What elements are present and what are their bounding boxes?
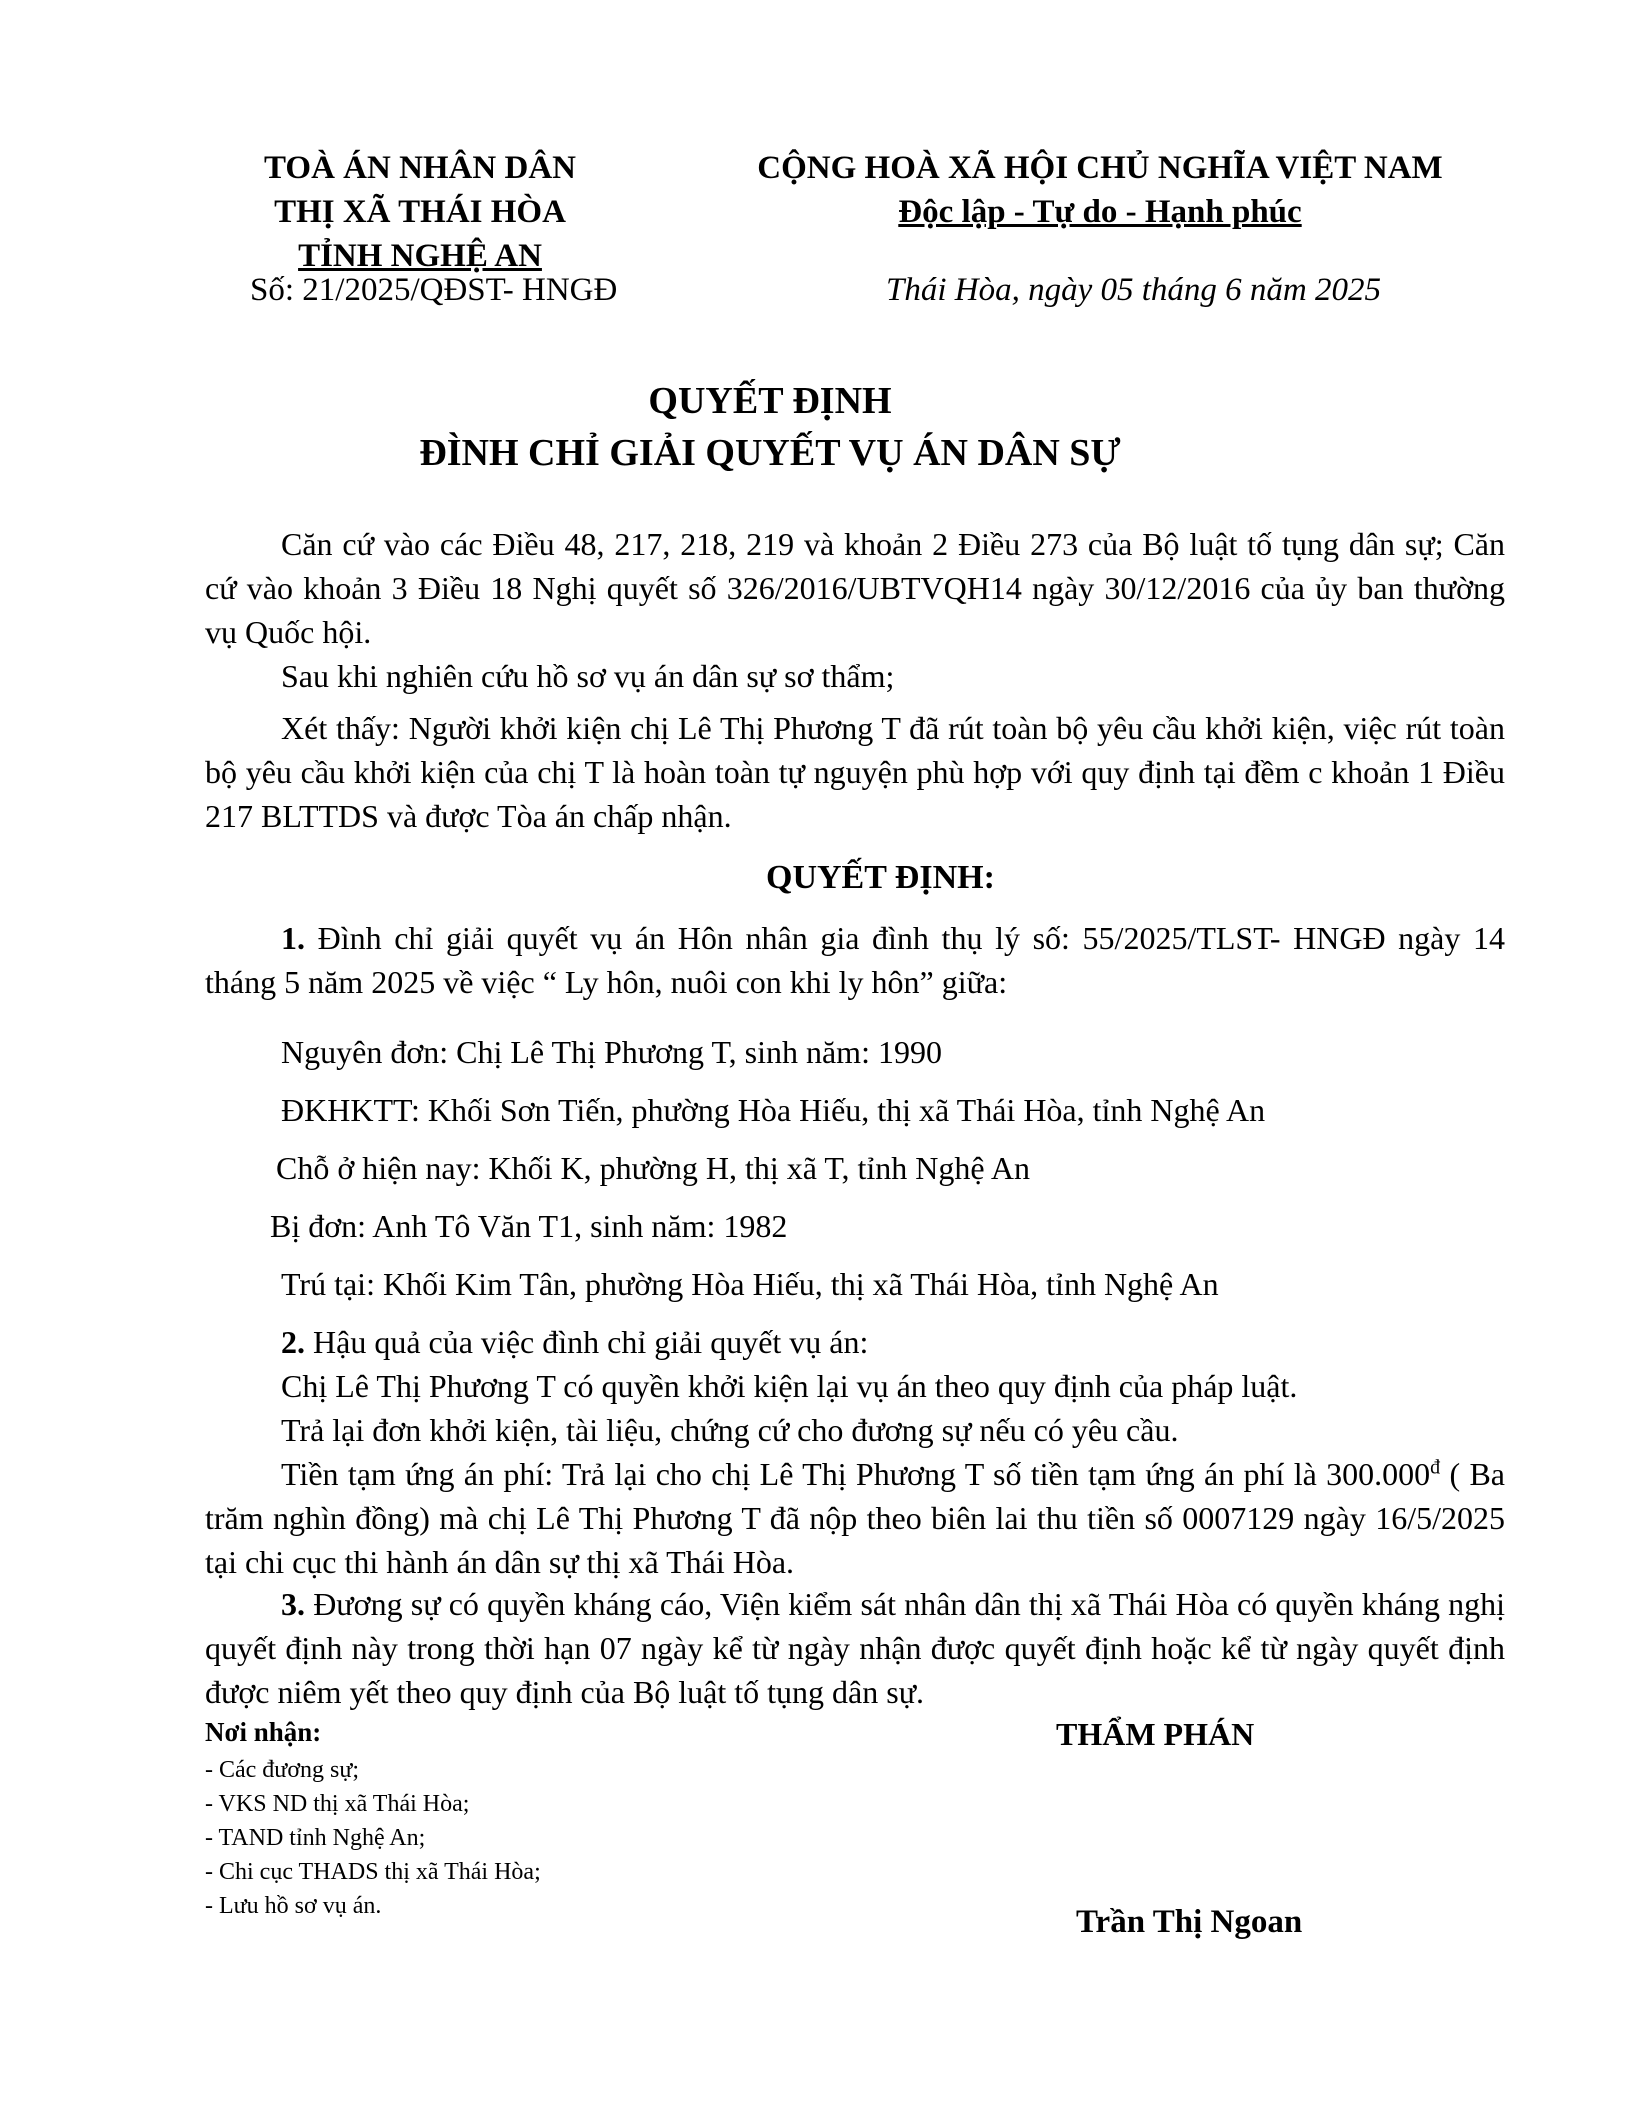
recipient-item: - VKS ND thị xã Thái Hòa; <box>205 1791 470 1817</box>
document-subtitle: ĐÌNH CHỈ GIẢI QUYẾT VỤ ÁN DÂN SỰ <box>419 432 1121 474</box>
country-name: CỘNG HOÀ XÃ HỘI CHỦ NGHĨA VIỆT NAM <box>757 150 1443 186</box>
currency-sup: đ <box>1430 1456 1441 1479</box>
defendant-info: Bị đơn: Anh Tô Văn T1, sinh năm: 1982 <box>270 1208 788 1244</box>
national-header <box>720 146 1480 234</box>
item-2-return-documents: Trả lại đơn khởi kiện, tài liệu, chứng cứ cho đương sự nếu có yêu cầu. <box>281 1412 1179 1448</box>
plaintiff-current-address: Chỗ ở hiện nay: Khối K, phường H, thị xã T, tỉnh Nghệ An <box>276 1150 1030 1186</box>
fee-text-b: ( Ba trăm nghìn đồng) mà chị Lê Thị Phương T đã nộp theo biên lai thu tiền số 0007129 ngày 16/5/2025 tại chi cục thi hành án dân sự thị xã Thái Hòa. <box>205 1456 1506 1580</box>
defendant-address: Trú tại: Khối Kim Tân, phường Hòa Hiếu, thị xã Thái Hòa, tỉnh Nghệ An <box>281 1266 1219 1302</box>
item-2-right-to-resue: Chị Lê Thị Phương T có quyền khởi kiện lại vụ án theo quy định của pháp luật. <box>281 1368 1298 1404</box>
recipient-item: - Lưu hồ sơ vụ án. <box>205 1893 382 1919</box>
document-date: Thái Hòa, ngày 05 tháng 6 năm 2025 <box>886 272 1381 308</box>
court-header <box>180 146 660 278</box>
signer-name: Trần Thị Ngoan <box>1076 1904 1303 1940</box>
recipient-item: - TAND tỉnh Nghệ An; <box>205 1825 426 1851</box>
finding-paragraph: Xét thấy: Người khởi kiện chị Lê Thị Phương T đã rút toàn bộ yêu cầu khởi kiện, việc rút toàn bộ yêu cầu khởi kiện của chị T là hoàn toàn tự nguyện phù hợp với quy định tại đềm c khoản 1 Điều 217 BLTTDS và được Tòa án chấp nhận. <box>205 710 1505 834</box>
item-3-text: Đương sự có quyền kháng cáo, Viện kiểm sát nhân dân thị xã Thái Hòa có quyền kháng nghị quyết định này trong thời hạn 07 ngày kể từ ngày nhận được quyết định hoặc kể từ ngày quyết định được niêm yết theo quy định của Bộ luật tố tụng dân sự. <box>205 1586 1506 1710</box>
document-number: Số: 21/2025/QĐST- HNGĐ <box>250 272 618 308</box>
document-title: QUYẾT ĐỊNH <box>648 380 892 422</box>
item-2-number: 2. <box>281 1324 305 1360</box>
recipients-title: Nơi nhận: <box>205 1717 322 1747</box>
recipient-item: - Chi cục THADS thị xã Thái Hòa; <box>205 1859 541 1885</box>
decision-item-3 <box>205 1582 1505 1714</box>
study-statement: Sau khi nghiên cứu hồ sơ vụ án dân sự sơ thẩm; <box>281 658 895 694</box>
decision-item-2 <box>281 1320 868 1364</box>
recipient-item: - Các đương sự; <box>205 1757 360 1783</box>
signer-role: THẨM PHÁN <box>1056 1716 1255 1752</box>
national-motto: Độc lập - Tự do - Hạnh phúc <box>898 194 1302 230</box>
item-2-text: Hậu quả của việc đình chỉ giải quyết vụ án: <box>313 1324 869 1360</box>
item-3-number: 3. <box>281 1586 305 1622</box>
plaintiff-registered-address: ĐKHKTT: Khối Sơn Tiến, phường Hòa Hiếu, thị xã Thái Hòa, tỉnh Nghệ An <box>281 1092 1266 1128</box>
decision-item-1 <box>205 916 1505 1004</box>
court-town: THỊ XÃ THÁI HÒA <box>274 194 566 230</box>
plaintiff-info: Nguyên đơn: Chị Lê Thị Phương T, sinh năm: 1990 <box>281 1034 942 1070</box>
court-name: TOÀ ÁN NHÂN DÂN <box>264 150 576 186</box>
item-1-number: 1. <box>281 920 305 956</box>
fee-refund-paragraph <box>205 1452 1505 1584</box>
fee-text-a: Tiền tạm ứng án phí: Trả lại cho chị Lê Thị Phương T số tiền tạm ứng án phí là 300.000 <box>281 1456 1431 1492</box>
court-province: TỈNH NGHỆ AN <box>298 238 542 274</box>
legal-basis: Căn cứ vào các Điều 48, 217, 218, 219 và khoản 2 Điều 273 của Bộ luật tố tụng dân sự; Căn cứ vào khoản 3 Điều 18 Nghị quyết số 326/2016/UBTVQH14 ngày 30/12/2016 của ủy ban thường vụ Quốc hội. <box>205 526 1505 650</box>
item-1-text: Đình chỉ giải quyết vụ án Hôn nhân gia đình thụ lý số: 55/2025/TLST- HNGĐ ngày 14 tháng 5 năm 2025 về việc “ Ly hôn, nuôi con khi ly hôn” giữa: <box>205 920 1505 1000</box>
decision-heading: QUYẾT ĐỊNH: <box>766 859 995 896</box>
